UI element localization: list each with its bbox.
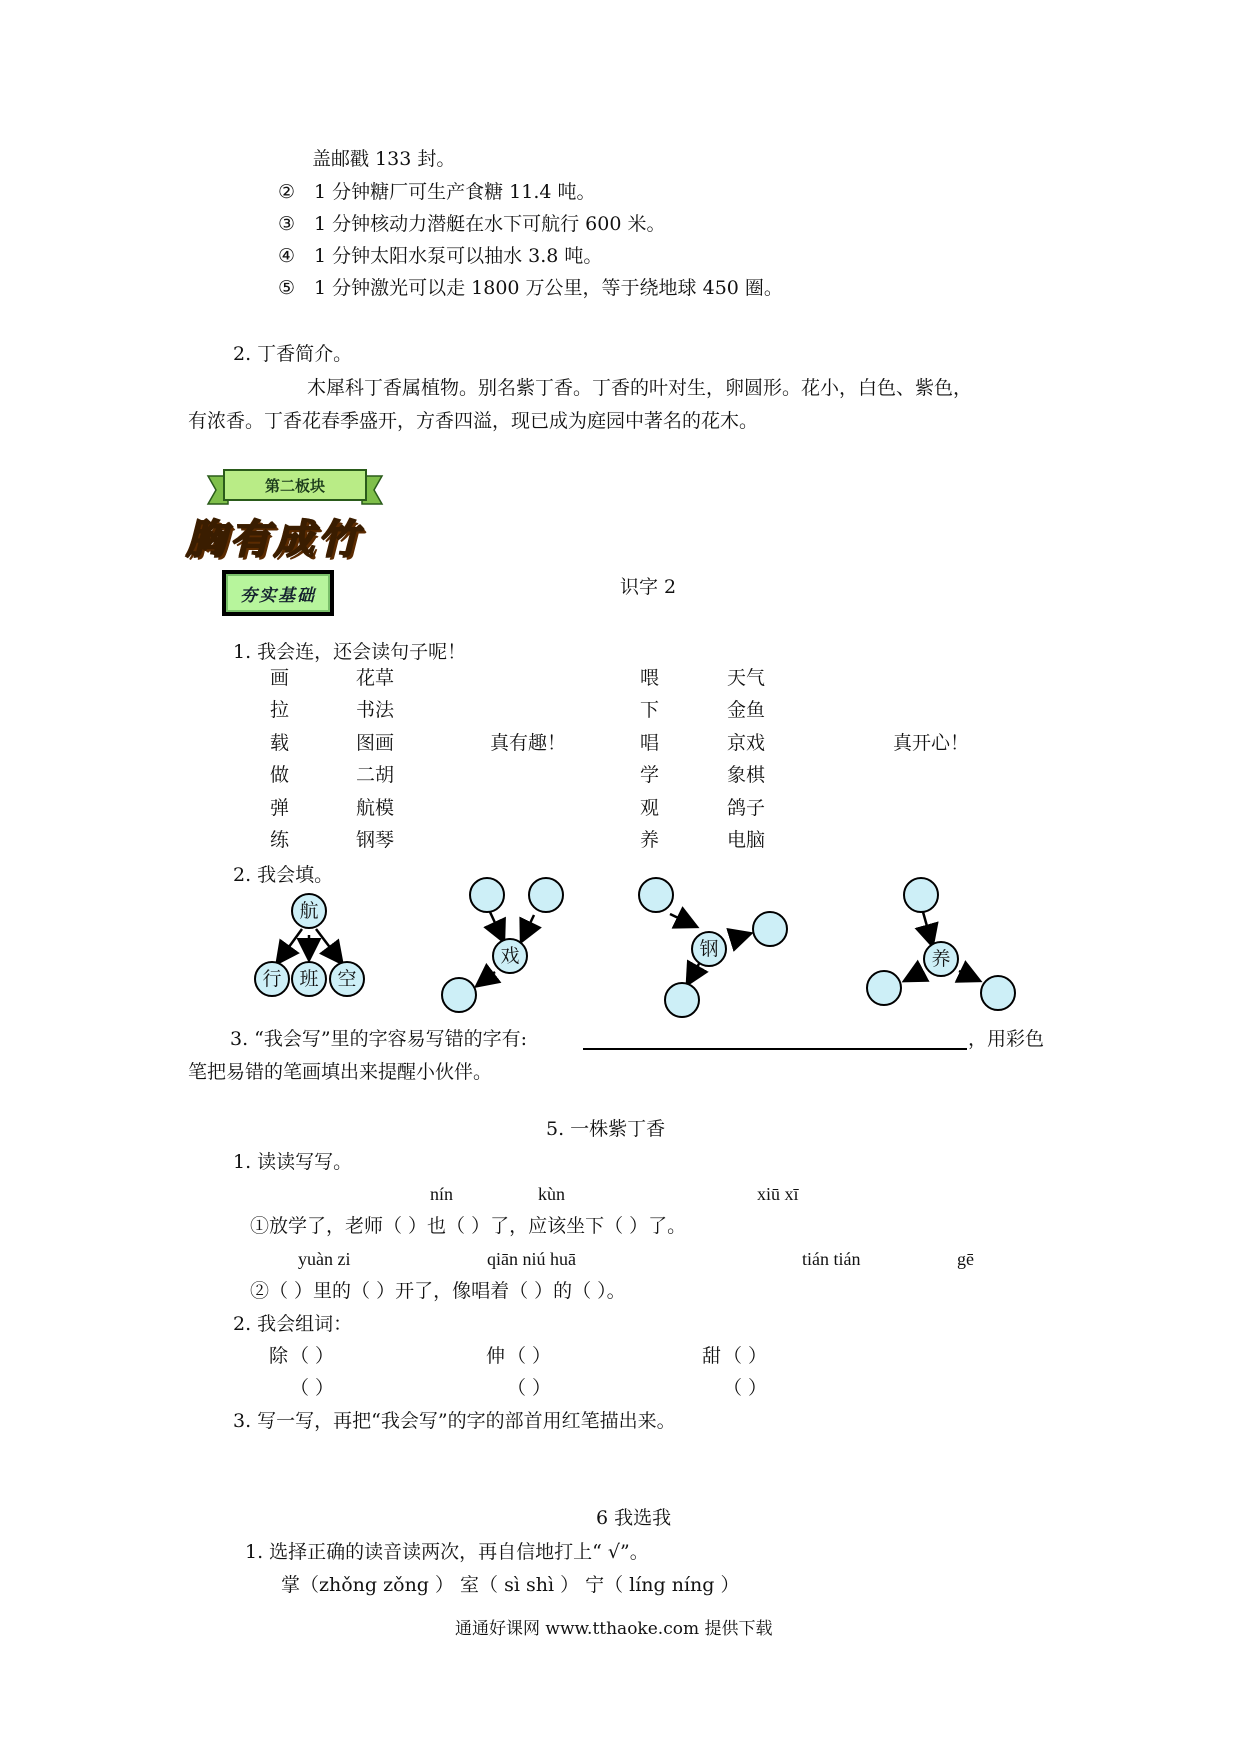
match-word[interactable]: 书法 [356, 699, 395, 721]
match-word[interactable]: 花草 [356, 667, 395, 689]
answer-line[interactable] [583, 1048, 967, 1050]
match-word[interactable]: 做 [270, 764, 290, 786]
question: 2. 我会组词： [233, 1313, 353, 1335]
question: 1. 选择正确的读音读两次，再自信地打上“ √”。 [245, 1541, 649, 1563]
blank-bubble[interactable] [528, 877, 564, 913]
diagram-child: 行 [254, 961, 290, 997]
question-cont: 笔把易错的笔画填出来提醒小伙伴。 [188, 1061, 493, 1083]
question: 2. 我会填。 [233, 864, 334, 886]
diagram-center: 养 [923, 941, 959, 977]
pinyin: nín [430, 1184, 454, 1204]
word: 除 [269, 1345, 289, 1367]
match-word[interactable]: 鸽子 [727, 797, 766, 819]
match-word[interactable]: 观 [640, 797, 660, 819]
question: 3. “我会写”里的字容易写错的字有: [230, 1028, 527, 1050]
match-word[interactable]: 练 [270, 829, 290, 851]
intro-paragraph-line: 木犀科丁香属植物。别名紫丁香。丁香的叶对生，卵圆形。花小，白色、紫色， [307, 377, 973, 399]
lesson-title: 识字 2 [620, 576, 677, 598]
lesson-title: 6 我选我 [596, 1507, 672, 1529]
list-item: 1 分钟核动力潜艇在水下可航行 600 米。 [314, 213, 666, 235]
pinyin: yuàn zi [298, 1249, 351, 1269]
match-word[interactable]: 金鱼 [727, 699, 766, 721]
match-word[interactable]: 弹 [270, 797, 290, 819]
sentence: ②（ ）里的（ ）开了，像唱着（ ）的（ ）。 [250, 1280, 626, 1302]
continued-line: 盖邮戳 133 封。 [312, 148, 456, 170]
intro-paragraph-line: 有浓香。丁香花春季盛开，方香四溢，现已成为庭园中著名的花木。 [188, 410, 759, 432]
match-word[interactable]: 学 [640, 764, 660, 786]
list-item: 1 分钟激光可以走 1800 万公里，等于绕地球 450 圈。 [314, 277, 783, 299]
question: 1. 我会连，还会读句子呢！ [233, 641, 467, 663]
match-word[interactable]: 拉 [270, 699, 290, 721]
exclaim-left: 真有趣！ [490, 732, 567, 754]
question: 3. 写一写，再把“我会写”的字的部首用红笔描出来。 [233, 1410, 676, 1432]
match-word[interactable]: 天气 [727, 667, 766, 689]
blank-bubble[interactable] [752, 911, 788, 947]
match-word[interactable]: 二胡 [356, 764, 395, 786]
blank-bubble[interactable] [903, 877, 939, 913]
match-word[interactable]: 载 [270, 732, 290, 754]
blank-bubble[interactable] [638, 877, 674, 913]
match-word[interactable]: 钢琴 [356, 829, 395, 851]
pronunciation-options: 掌（zhǒng zǒng ） 室（ sì shì ） 宁（ líng níng ） [281, 1574, 740, 1596]
footer: 通通好课网 www.tthaoke.com 提供下载 [455, 1619, 773, 1639]
word: 甜 [702, 1345, 722, 1367]
diagram-center: 戏 [492, 938, 528, 974]
pinyin: xiū xī [757, 1184, 799, 1204]
diagram-center: 钢 [691, 931, 727, 967]
sentence: ①放学了，老师（ ）也（ ）了，应该坐下（ ）了。 [250, 1215, 687, 1237]
match-word[interactable]: 画 [270, 667, 290, 689]
list-item: 1 分钟太阳水泵可以抽水 3.8 吨。 [314, 245, 603, 267]
match-word[interactable]: 唱 [640, 732, 660, 754]
ribbon-text: 第二板块 [264, 477, 326, 495]
question: 1. 读读写写。 [233, 1151, 353, 1173]
pinyin: kùn [538, 1184, 565, 1204]
match-word[interactable]: 喂 [640, 667, 660, 689]
answer-paren[interactable]: （ ） [290, 1377, 335, 1399]
match-word[interactable]: 养 [640, 829, 660, 851]
blank-bubble[interactable] [866, 970, 902, 1006]
list-item-num: ⑤ [278, 277, 296, 299]
match-word[interactable]: 象棋 [727, 764, 766, 786]
match-word[interactable]: 图画 [356, 732, 395, 754]
lesson-title: 5. 一株紫丁香 [546, 1118, 666, 1140]
diagram-center: 航 [291, 893, 327, 929]
diagram-child: 空 [329, 961, 365, 997]
exclaim-right: 真开心！ [893, 732, 970, 754]
answer-paren[interactable]: （ ） [290, 1345, 335, 1367]
blank-bubble[interactable] [664, 982, 700, 1018]
answer-paren[interactable]: （ ） [723, 1345, 768, 1367]
blank-bubble[interactable] [469, 877, 505, 913]
pinyin: qiān niú huā [487, 1249, 576, 1269]
intro-heading: 2. 丁香简介。 [233, 343, 353, 365]
match-word[interactable]: 下 [640, 699, 660, 721]
match-word[interactable]: 京戏 [727, 732, 766, 754]
answer-paren[interactable]: （ ） [507, 1345, 552, 1367]
match-word[interactable]: 电脑 [727, 829, 766, 851]
list-item: 1 分钟糖厂可生产食糖 11.4 吨。 [314, 181, 596, 203]
pinyin: tián tián [802, 1249, 861, 1269]
pinyin: gē [957, 1249, 974, 1269]
question-cont: ，用彩色 [968, 1028, 1045, 1050]
list-item-num: ② [278, 181, 296, 203]
section-title: 胸有成竹 [186, 516, 362, 563]
list-item-num: ④ [278, 245, 296, 267]
blank-bubble[interactable] [441, 977, 477, 1013]
answer-paren[interactable]: （ ） [723, 1377, 768, 1399]
list-item-num: ③ [278, 213, 296, 235]
answer-paren[interactable]: （ ） [507, 1377, 552, 1399]
badge-label: 夯实基础 [226, 574, 330, 612]
word: 伸 [486, 1345, 506, 1367]
diagram-child: 班 [291, 961, 327, 997]
blank-bubble[interactable] [980, 975, 1016, 1011]
match-word[interactable]: 航模 [356, 797, 395, 819]
